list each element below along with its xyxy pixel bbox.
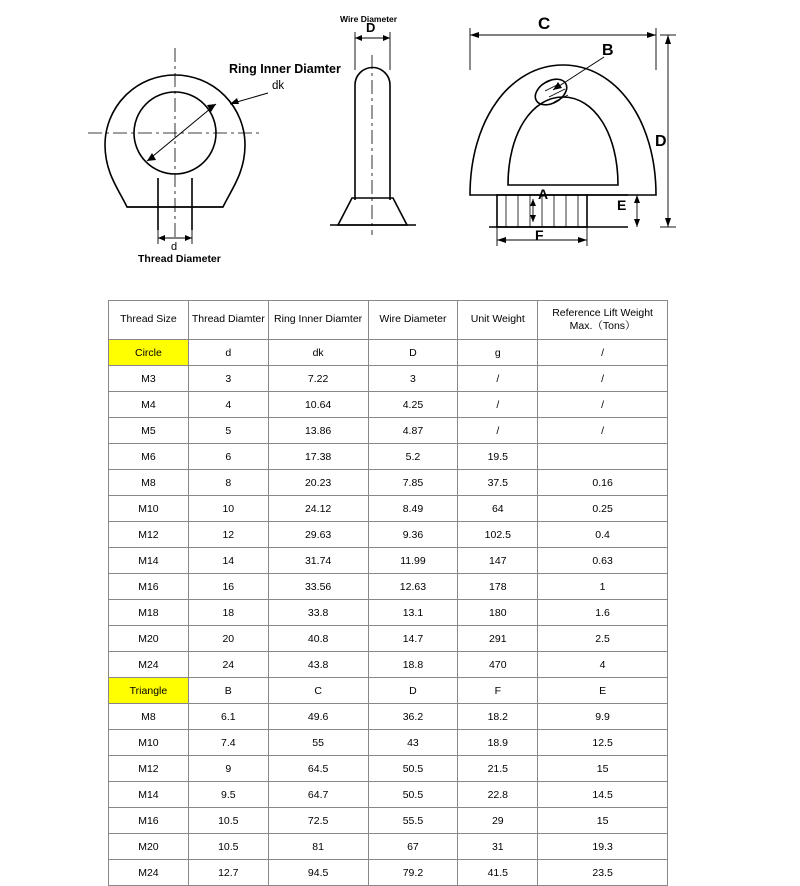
table-cell: 19.5	[458, 444, 538, 470]
label-F: F	[535, 227, 544, 243]
table-cell: M10	[109, 730, 189, 756]
table-cell: 31	[458, 834, 538, 860]
table-cell: M18	[109, 600, 189, 626]
table-cell: M12	[109, 522, 189, 548]
table-cell: M4	[109, 392, 189, 418]
table-cell: 6	[188, 444, 268, 470]
table-cell: 10.64	[268, 392, 368, 418]
table-body	[109, 340, 668, 886]
table-cell: 6.1	[188, 704, 268, 730]
col-header-wire-diameter: Wire Diameter	[368, 301, 458, 340]
table-cell: 20.23	[268, 470, 368, 496]
col-header-unit-weight: Unit Weight	[458, 301, 538, 340]
table-cell: 24.12	[268, 496, 368, 522]
table-row	[109, 626, 668, 652]
table-cell: 10.5	[188, 834, 268, 860]
table-row	[109, 496, 668, 522]
table-cell: 20	[188, 626, 268, 652]
section-symbol-cell: F	[458, 678, 538, 704]
table-cell: 33.8	[268, 600, 368, 626]
label-D-top: D	[366, 20, 376, 35]
table-cell: M20	[109, 626, 189, 652]
table-cell: 13.86	[268, 418, 368, 444]
table-cell: M3	[109, 366, 189, 392]
label-E: E	[617, 197, 627, 213]
table-cell: 5.2	[368, 444, 458, 470]
specification-table-wrapper	[108, 300, 668, 886]
table-cell: 18.9	[458, 730, 538, 756]
table-row	[109, 756, 668, 782]
table-cell: 5	[188, 418, 268, 444]
table-cell: 12.5	[538, 730, 668, 756]
table-cell: 72.5	[268, 808, 368, 834]
table-cell: 9	[188, 756, 268, 782]
table-cell: 64.5	[268, 756, 368, 782]
table-cell: 7.85	[368, 470, 458, 496]
label-d: d	[171, 241, 178, 253]
table-cell: 33.56	[268, 574, 368, 600]
table-cell: 9.36	[368, 522, 458, 548]
table-row	[109, 652, 668, 678]
table-cell: 12.7	[188, 860, 268, 886]
table-cell: 23.5	[538, 860, 668, 886]
table-cell: M14	[109, 548, 189, 574]
table-cell: /	[538, 392, 668, 418]
section-symbol-cell: /	[538, 340, 668, 366]
label-wire-diameter: Wire Diameter	[340, 14, 398, 24]
table-cell: 18	[188, 600, 268, 626]
table-cell: 55.5	[368, 808, 458, 834]
col-header-thread-diameter: Thread Diamter	[188, 301, 268, 340]
table-cell: 50.5	[368, 782, 458, 808]
table-cell: 2.5	[538, 626, 668, 652]
table-cell: 8.49	[368, 496, 458, 522]
table-cell: 470	[458, 652, 538, 678]
table-cell: 40.8	[268, 626, 368, 652]
table-cell: 10.5	[188, 808, 268, 834]
section-symbol-cell: C	[268, 678, 368, 704]
section-symbol-cell: dk	[268, 340, 368, 366]
table-cell: 102.5	[458, 522, 538, 548]
table-cell: 8	[188, 470, 268, 496]
table-row	[109, 470, 668, 496]
table-cell: /	[538, 366, 668, 392]
table-cell: 13.1	[368, 600, 458, 626]
table-cell: 14.7	[368, 626, 458, 652]
table-row	[109, 730, 668, 756]
table-cell: M20	[109, 834, 189, 860]
section-label-circle: Circle	[109, 340, 189, 366]
table-cell: /	[458, 418, 538, 444]
table-cell: 22.8	[458, 782, 538, 808]
table-cell: 9.9	[538, 704, 668, 730]
table-row	[109, 782, 668, 808]
label-B: B	[602, 42, 614, 59]
table-cell: /	[538, 418, 668, 444]
table-cell: 64	[458, 496, 538, 522]
table-row	[109, 366, 668, 392]
table-cell: M8	[109, 704, 189, 730]
table-cell: 14	[188, 548, 268, 574]
table-cell: 16	[188, 574, 268, 600]
table-cell: 4.87	[368, 418, 458, 444]
table-cell: 4	[188, 392, 268, 418]
table-section-row	[109, 340, 668, 366]
table-head	[109, 301, 668, 340]
table-cell: 11.99	[368, 548, 458, 574]
table-cell: 4	[538, 652, 668, 678]
table-row	[109, 808, 668, 834]
table-cell: 37.5	[458, 470, 538, 496]
table-cell: M5	[109, 418, 189, 444]
section-symbol-cell: D	[368, 340, 458, 366]
table-cell: 14.5	[538, 782, 668, 808]
table-cell: 7.22	[268, 366, 368, 392]
section-symbol-cell: E	[538, 678, 668, 704]
table-cell: 1.6	[538, 600, 668, 626]
table-cell: 3	[188, 366, 268, 392]
col-header-ring-inner-diameter: Ring Inner Diamter	[268, 301, 368, 340]
table-cell: 50.5	[368, 756, 458, 782]
section-symbol-cell: B	[188, 678, 268, 704]
table-cell: 43	[368, 730, 458, 756]
table-cell: M12	[109, 756, 189, 782]
table-cell: M24	[109, 652, 189, 678]
label-ring-inner-diameter: Ring Inner Diamter	[229, 62, 341, 76]
technical-drawing-area	[0, 0, 800, 285]
table-cell: 43.8	[268, 652, 368, 678]
table-cell: /	[458, 392, 538, 418]
table-row	[109, 600, 668, 626]
table-cell: 94.5	[268, 860, 368, 886]
table-cell: 18.2	[458, 704, 538, 730]
table-cell: 15	[538, 808, 668, 834]
section-label-triangle: Triangle	[109, 678, 189, 704]
table-row	[109, 418, 668, 444]
table-cell: 10	[188, 496, 268, 522]
table-cell: M10	[109, 496, 189, 522]
table-row	[109, 834, 668, 860]
table-row	[109, 860, 668, 886]
table-cell: 49.6	[268, 704, 368, 730]
table-cell: 64.7	[268, 782, 368, 808]
table-cell: M24	[109, 860, 189, 886]
label-A: A	[538, 186, 549, 202]
section-symbol-cell: D	[368, 678, 458, 704]
table-cell: 29	[458, 808, 538, 834]
specification-table	[108, 300, 668, 886]
label-C: C	[538, 14, 551, 33]
table-cell: 17.38	[268, 444, 368, 470]
table-cell: 81	[268, 834, 368, 860]
label-D-right: D	[655, 133, 667, 150]
table-cell: 0.4	[538, 522, 668, 548]
table-row	[109, 392, 668, 418]
table-cell: 21.5	[458, 756, 538, 782]
section-symbol-cell: g	[458, 340, 538, 366]
table-cell: 180	[458, 600, 538, 626]
table-cell: 12	[188, 522, 268, 548]
table-cell: 31.74	[268, 548, 368, 574]
label-thread-diameter: Thread Diameter	[138, 253, 221, 265]
table-cell: 178	[458, 574, 538, 600]
table-cell: 24	[188, 652, 268, 678]
table-cell: 79.2	[368, 860, 458, 886]
table-cell: M8	[109, 470, 189, 496]
label-dk: dk	[272, 80, 285, 92]
table-cell: M16	[109, 574, 189, 600]
table-cell: 36.2	[368, 704, 458, 730]
table-cell: 67	[368, 834, 458, 860]
table-cell: 4.25	[368, 392, 458, 418]
table-row	[109, 522, 668, 548]
table-cell: 1	[538, 574, 668, 600]
table-cell: 18.8	[368, 652, 458, 678]
table-row	[109, 444, 668, 470]
eye-nut-drawings	[0, 0, 800, 285]
lift-weight-line-1: Reference Lift Weight	[552, 306, 653, 319]
table-row	[109, 704, 668, 730]
table-cell: M6	[109, 444, 189, 470]
table-cell: 0.25	[538, 496, 668, 522]
table-section-row	[109, 678, 668, 704]
table-cell: 41.5	[458, 860, 538, 886]
table-cell: 291	[458, 626, 538, 652]
table-cell: 29.63	[268, 522, 368, 548]
table-cell: 7.4	[188, 730, 268, 756]
col-header-thread-size: Thread Size	[109, 301, 189, 340]
table-cell: 12.63	[368, 574, 458, 600]
table-cell: /	[458, 366, 538, 392]
table-cell: 55	[268, 730, 368, 756]
table-cell: 147	[458, 548, 538, 574]
table-cell: 3	[368, 366, 458, 392]
table-cell: 0.63	[538, 548, 668, 574]
table-header-row	[109, 301, 668, 340]
table-cell: 0.16	[538, 470, 668, 496]
table-cell: M14	[109, 782, 189, 808]
table-row	[109, 548, 668, 574]
section-symbol-cell: d	[188, 340, 268, 366]
table-cell: M16	[109, 808, 189, 834]
table-cell: 15	[538, 756, 668, 782]
lift-weight-line-2: Max.（Tons）	[569, 320, 636, 332]
table-cell: 9.5	[188, 782, 268, 808]
col-header-reference-lift-weight	[538, 301, 668, 340]
table-cell	[538, 444, 668, 470]
table-row	[109, 574, 668, 600]
table-cell: 19.3	[538, 834, 668, 860]
